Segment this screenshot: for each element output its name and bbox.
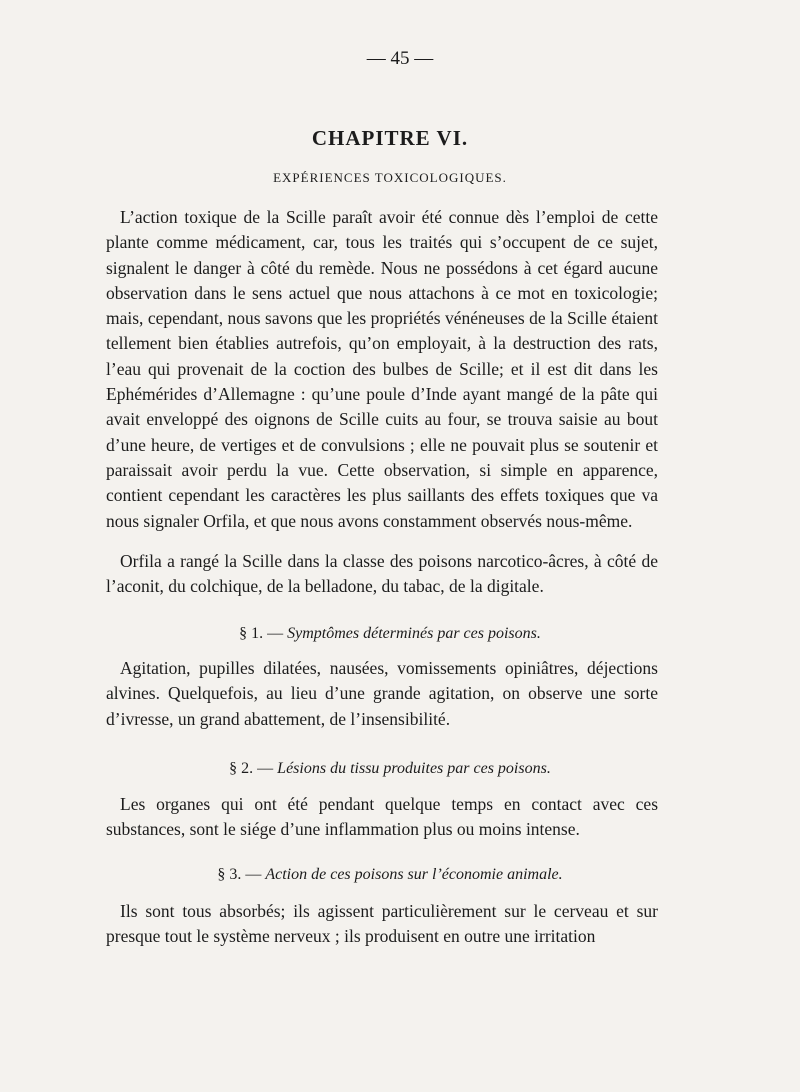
paragraph-orfila: Orfila a rangé la Scille dans la classe des poisons narcotico-âcres, à côté de l’aconit, du colchique, de la belladone, du tabac, de la digitale. <box>106 551 658 597</box>
section-title-1: Symptômes déterminés par ces poisons. <box>287 625 541 642</box>
section-text-2: Les organes qui ont été pendant quelque temps en contact avec ces substances, sont le siége d’une inflammation plus ou moins intense. <box>106 794 658 840</box>
section-title-2: Lésions du tissu produites par ces poisons. <box>277 760 551 777</box>
page-number: — 45 — <box>366 48 434 69</box>
section-number-3: § 3. — <box>217 866 262 883</box>
section-text-3: Ils sont tous absorbés; ils agissent particulièrement sur le cerveau et sur presque tout le système nerveux ; ils produisent en outre une irritation <box>106 901 658 947</box>
section-number-2: § 2. — <box>229 760 274 777</box>
section-heading-3 <box>0 866 780 884</box>
section-heading-2 <box>0 760 780 778</box>
section-text-1: Agitation, pupilles dilatées, nausées, vomissements opiniâtres, déjections alvines. Quelquefois, au lieu d’une grande agitation, on observe une sorte d’ivresse, un grand abattement, de l’insensibilité. <box>106 658 658 729</box>
section-number-1: § 1. — <box>239 625 284 642</box>
section-title-3: Action de ces poisons sur l’économie animale. <box>265 866 563 883</box>
chapter-title: CHAPITRE VI. <box>311 126 469 150</box>
chapter-subtitle: EXPÉRIENCES TOXICOLOGIQUES. <box>273 170 507 185</box>
section-heading-1 <box>0 625 780 643</box>
paragraph-intro: L’action toxique de la Scille paraît avoir été connue dès l’emploi de cette plante comme médicament, car, tous les traités qui s’occupent de ce sujet, signalent le danger à côté du remède. Nous ne possédons à cet égard aucune observation dans le sens actuel que nous attachons à ce mot en toxicologie; mais, cependant, nous savons que les propriétés vénéneuses de la Scille étaient tellement bien établies autrefois, qu’on employait, à la destruction des rats, l’eau qui provenait de la coction des bulbes de Scille; et il est dit dans les Ephémérides d’Allemagne : qu’une poule d’Inde ayant mangé de la pâte qui avait enveloppé des oignons de Scille cuits au four, se trouva saisie au bout d’une heure, de vertiges et de convulsions ; elle ne pouvait plus se soutenir et paraissait avoir perdu la vue. Cette observation, si simple en apparence, contient cependant les caractères les plus saillants des effets toxiques que va nous signaler Orfila, et que nous avons constamment observés nous-même. <box>106 207 658 531</box>
